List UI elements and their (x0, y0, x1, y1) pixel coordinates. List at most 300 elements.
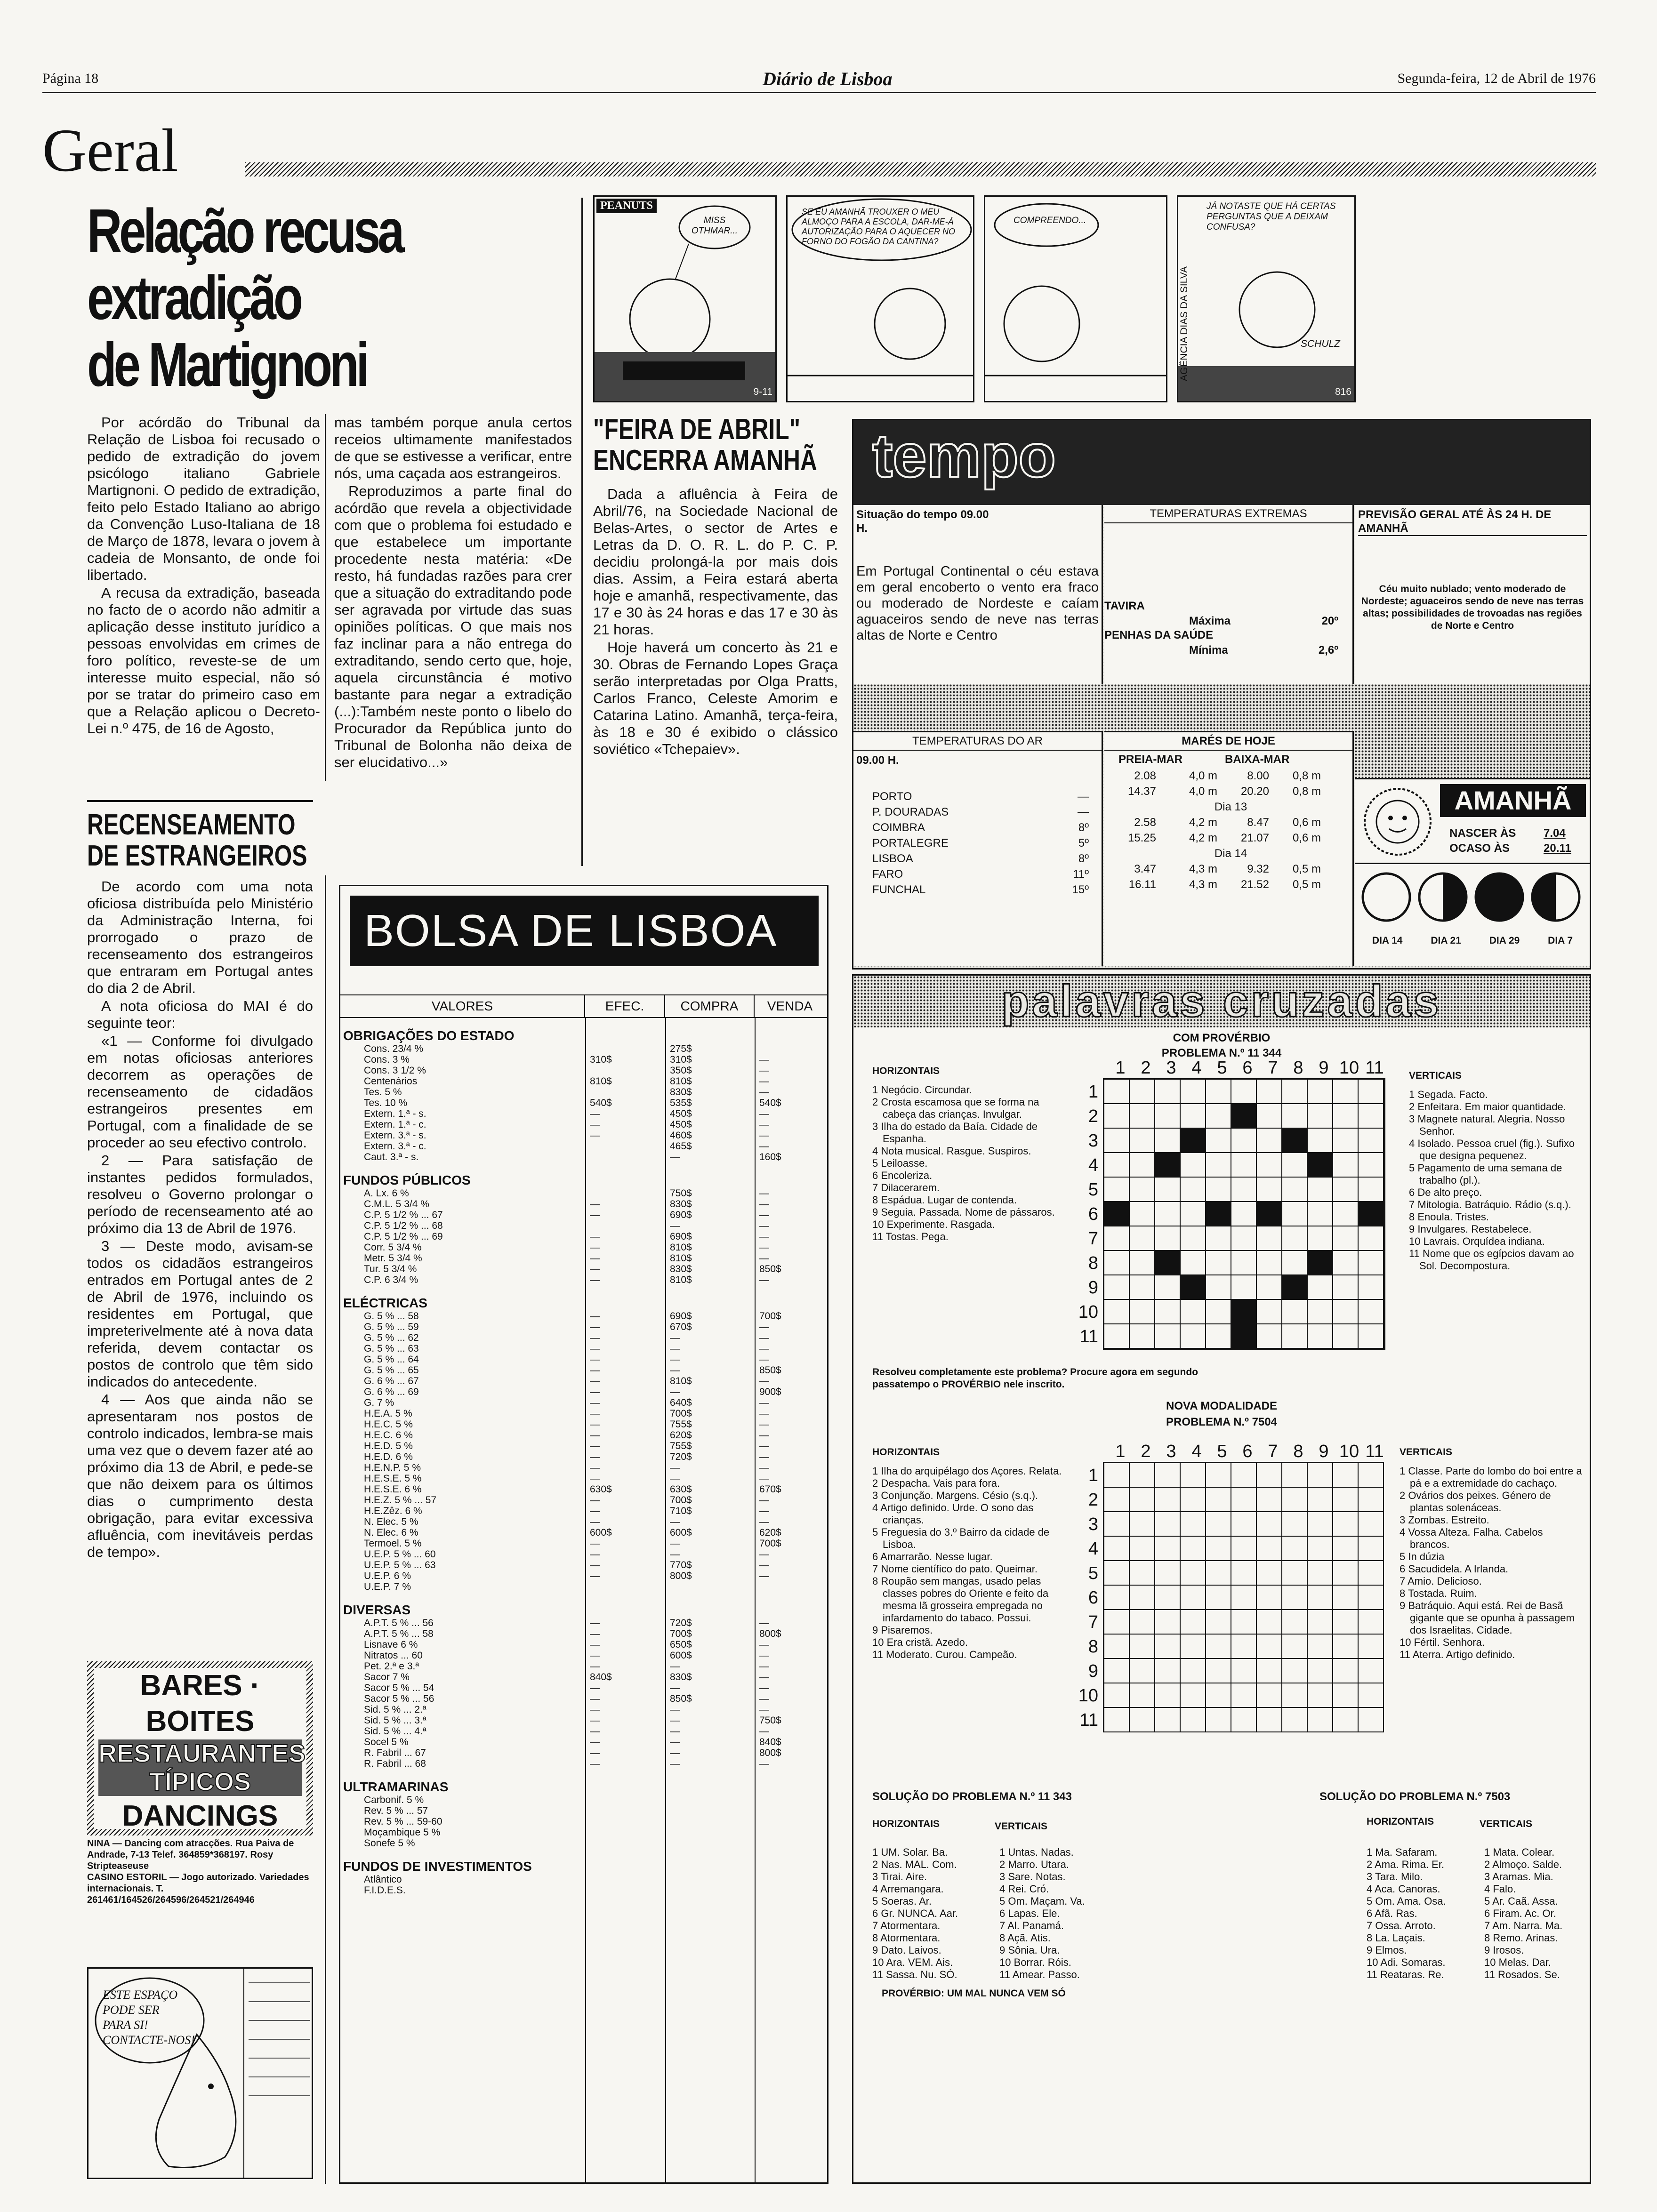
minima-value: 2,6º (1318, 644, 1338, 657)
white-cell[interactable] (1104, 1610, 1130, 1635)
bolsa-table (340, 1018, 827, 1896)
bolsa-cell (585, 1885, 665, 1896)
bolsa-cell (755, 1885, 825, 1896)
white-cell[interactable] (1333, 1683, 1359, 1708)
white-cell[interactable] (1231, 1080, 1257, 1104)
bolsa-cell: — (759, 1506, 769, 1516)
white-cell[interactable] (1181, 1104, 1206, 1129)
bolsa-cell: 670$ (670, 1322, 692, 1332)
clue: 5 Om. Maçam. Va. (999, 1895, 1085, 1907)
white-cell[interactable] (1282, 1104, 1308, 1129)
cruzadas-title: palavras cruzadas (1001, 976, 1442, 1026)
bolsa-cell: 800$ (670, 1571, 692, 1581)
white-cell[interactable] (1359, 1324, 1384, 1349)
white-cell[interactable] (1333, 1226, 1359, 1251)
white-cell[interactable] (1333, 1251, 1359, 1275)
white-cell[interactable] (1155, 1080, 1181, 1104)
white-cell[interactable] (1359, 1251, 1384, 1275)
bolsa-cell: A. Lx. 6 % (364, 1188, 409, 1199)
bolsa-row (340, 1795, 827, 1805)
white-cell[interactable] (1359, 1586, 1384, 1610)
bolsa-cell: — (759, 1451, 769, 1462)
white-cell[interactable] (1130, 1586, 1155, 1610)
white-cell[interactable] (1231, 1275, 1257, 1300)
white-cell[interactable] (1359, 1708, 1384, 1732)
white-cell[interactable] (1257, 1708, 1282, 1732)
white-cell[interactable] (1206, 1153, 1231, 1178)
white-cell[interactable] (1231, 1561, 1257, 1586)
bolsa-cell: G. 5 % ... 62 (364, 1332, 419, 1343)
white-cell[interactable] (1308, 1300, 1333, 1324)
white-cell[interactable] (1282, 1202, 1308, 1226)
white-cell[interactable] (1155, 1610, 1181, 1635)
white-cell[interactable] (1130, 1129, 1155, 1153)
white-cell[interactable] (1206, 1610, 1231, 1635)
white-cell[interactable] (1231, 1202, 1257, 1226)
bolsa-cell: — (590, 1210, 600, 1220)
white-cell[interactable] (1333, 1178, 1359, 1202)
white-cell[interactable] (1333, 1537, 1359, 1561)
white-cell[interactable] (1308, 1610, 1333, 1635)
white-cell[interactable] (1359, 1537, 1384, 1561)
white-cell[interactable] (1308, 1708, 1333, 1732)
white-cell[interactable] (1333, 1586, 1359, 1610)
bolsa-cell: — (759, 1119, 769, 1130)
white-cell[interactable] (1257, 1659, 1282, 1683)
white-cell[interactable] (1231, 1537, 1257, 1561)
white-cell[interactable] (1181, 1683, 1206, 1708)
city-temp: 8º (1078, 852, 1089, 865)
white-cell[interactable] (1181, 1537, 1206, 1561)
white-cell[interactable] (1333, 1202, 1359, 1226)
black-cell (1155, 1153, 1181, 1178)
bolsa-cell: — (590, 1108, 600, 1119)
white-cell[interactable] (1155, 1586, 1181, 1610)
white-cell[interactable] (1231, 1226, 1257, 1251)
white-cell[interactable] (1181, 1586, 1206, 1610)
white-cell[interactable] (1104, 1586, 1130, 1610)
baixa-label: BAIXA-MAR (1225, 753, 1290, 766)
bolsa-cell: — (590, 1231, 600, 1242)
white-cell[interactable] (1282, 1561, 1308, 1586)
white-cell[interactable] (1181, 1635, 1206, 1659)
white-cell[interactable] (1308, 1324, 1333, 1349)
white-cell[interactable] (1257, 1178, 1282, 1202)
white-cell[interactable] (1282, 1683, 1308, 1708)
white-cell[interactable] (1104, 1153, 1130, 1178)
white-cell[interactable] (1130, 1463, 1155, 1488)
white-cell[interactable] (1104, 1080, 1130, 1104)
mares-cell: 4,0 m (1189, 769, 1217, 782)
white-cell[interactable] (1231, 1610, 1257, 1635)
white-cell[interactable] (1308, 1129, 1333, 1153)
white-cell[interactable] (1155, 1202, 1181, 1226)
white-cell[interactable] (1155, 1537, 1181, 1561)
ar-city-row (872, 851, 1089, 866)
white-cell[interactable] (1282, 1708, 1308, 1732)
white-cell[interactable] (1359, 1683, 1384, 1708)
white-cell[interactable] (1359, 1463, 1384, 1488)
white-cell[interactable] (1282, 1488, 1308, 1512)
white-cell[interactable] (1231, 1129, 1257, 1153)
white-cell[interactable] (1231, 1463, 1257, 1488)
white-cell[interactable] (1206, 1080, 1231, 1104)
white-cell[interactable] (1155, 1561, 1181, 1586)
white-cell[interactable] (1181, 1708, 1206, 1732)
white-cell[interactable] (1359, 1226, 1384, 1251)
white-cell[interactable] (1257, 1635, 1282, 1659)
white-cell[interactable] (1308, 1080, 1333, 1104)
white-cell[interactable] (1333, 1610, 1359, 1635)
white-cell[interactable] (1333, 1708, 1359, 1732)
white-cell[interactable] (1104, 1512, 1130, 1537)
white-cell[interactable] (1333, 1324, 1359, 1349)
white-cell[interactable] (1130, 1104, 1155, 1129)
white-cell[interactable] (1181, 1178, 1206, 1202)
white-cell[interactable] (1206, 1683, 1231, 1708)
ad-line: PARA SI! (103, 2018, 148, 2032)
white-cell[interactable] (1181, 1561, 1206, 1586)
problema-2-title: PROBLEMA N.º 7504 (1166, 1416, 1277, 1428)
white-cell[interactable] (1206, 1226, 1231, 1251)
white-cell[interactable] (1333, 1512, 1359, 1537)
white-cell[interactable] (1359, 1659, 1384, 1683)
white-cell[interactable] (1104, 1226, 1130, 1251)
white-cell[interactable] (1206, 1537, 1231, 1561)
bolsa-row (340, 1506, 827, 1516)
white-cell[interactable] (1130, 1300, 1155, 1324)
white-cell[interactable] (1308, 1683, 1333, 1708)
white-cell[interactable] (1130, 1275, 1155, 1300)
white-cell[interactable] (1257, 1683, 1282, 1708)
mares-cell: 16.11 (1128, 878, 1156, 891)
white-cell[interactable] (1308, 1488, 1333, 1512)
white-cell[interactable] (1257, 1275, 1282, 1300)
white-cell[interactable] (1257, 1300, 1282, 1324)
white-cell[interactable] (1181, 1512, 1206, 1537)
bolsa-cell: 670$ (759, 1484, 781, 1495)
white-cell[interactable] (1155, 1635, 1181, 1659)
grid-row-number: 6 (1088, 1204, 1098, 1224)
white-cell[interactable] (1181, 1080, 1206, 1104)
white-cell[interactable] (1155, 1178, 1181, 1202)
recenseamento-paragraph: 3 — Deste modo, avisam-se todos os cidadãos estrangeiros entrados em Portugal antes de 2 de Abril de 1976, incluindo os residentes em Portugal, que impreterivelmente até à nova data referida, devem contactar os postos de controlo que têm sido indicados do antecedente. (87, 1238, 313, 1390)
white-cell[interactable] (1282, 1586, 1308, 1610)
white-cell[interactable] (1308, 1202, 1333, 1226)
bolsa-cell: H.E.S.E. 6 % (364, 1484, 422, 1495)
white-cell[interactable] (1282, 1537, 1308, 1561)
white-cell[interactable] (1206, 1324, 1231, 1349)
white-cell[interactable] (1231, 1251, 1257, 1275)
white-cell[interactable] (1181, 1153, 1206, 1178)
white-cell[interactable] (1206, 1178, 1231, 1202)
white-cell[interactable] (1206, 1275, 1231, 1300)
white-cell[interactable] (1282, 1226, 1308, 1251)
white-cell[interactable] (1308, 1104, 1333, 1129)
white-cell[interactable] (1359, 1129, 1384, 1153)
bolsa-cell: 540$ (759, 1098, 781, 1108)
white-cell[interactable] (1359, 1178, 1384, 1202)
recenseamento-paragraph: A nota oficiosa do MAI é do seguinte teor: (87, 998, 313, 1031)
white-cell[interactable] (1231, 1659, 1257, 1683)
grid-col-number: 8 (1293, 1442, 1303, 1461)
mares-cell: 4,3 m (1189, 878, 1217, 891)
white-cell[interactable] (1155, 1708, 1181, 1732)
bolsa-cell: 540$ (590, 1098, 612, 1108)
bolsa-row (340, 1571, 827, 1581)
white-cell[interactable] (1130, 1561, 1155, 1586)
white-cell[interactable] (1359, 1512, 1384, 1537)
white-cell[interactable] (1130, 1488, 1155, 1512)
white-cell[interactable] (1359, 1635, 1384, 1659)
bolsa-cell: — (590, 1242, 600, 1253)
white-cell[interactable] (1308, 1537, 1333, 1561)
white-cell[interactable] (1104, 1561, 1130, 1586)
white-cell[interactable] (1181, 1226, 1206, 1251)
white-cell[interactable] (1257, 1153, 1282, 1178)
bolsa-cell: Extern. 3.ª - c. (364, 1141, 426, 1152)
white-cell[interactable] (1104, 1488, 1130, 1512)
white-cell[interactable] (1333, 1275, 1359, 1300)
bolsa-section-title: ULTRAMARINAS (343, 1779, 449, 1794)
white-cell[interactable] (1181, 1202, 1206, 1226)
white-cell[interactable] (1231, 1178, 1257, 1202)
bolsa-row (340, 1560, 827, 1571)
white-cell[interactable] (1104, 1104, 1130, 1129)
white-cell[interactable] (1104, 1708, 1130, 1732)
white-cell[interactable] (1333, 1463, 1359, 1488)
white-cell[interactable] (1282, 1080, 1308, 1104)
white-cell[interactable] (1257, 1537, 1282, 1561)
bolsa-cell: 600$ (670, 1527, 692, 1538)
white-cell[interactable] (1155, 1129, 1181, 1153)
white-cell[interactable] (1231, 1708, 1257, 1732)
white-cell[interactable] (1257, 1129, 1282, 1153)
white-cell[interactable] (1282, 1512, 1308, 1537)
white-cell[interactable] (1359, 1300, 1384, 1324)
white-cell[interactable] (1181, 1610, 1206, 1635)
crossword-grid-2[interactable] (1103, 1462, 1384, 1732)
white-cell[interactable] (1130, 1178, 1155, 1202)
bolsa-cell: 810$ (670, 1376, 692, 1387)
white-cell[interactable] (1130, 1635, 1155, 1659)
peanuts-balloon-3: COMPREENDO... (1014, 216, 1086, 225)
white-cell[interactable] (1104, 1129, 1130, 1153)
white-cell[interactable] (1359, 1561, 1384, 1586)
white-cell[interactable] (1359, 1080, 1384, 1104)
bolsa-row (340, 1639, 827, 1650)
clue: 3 Conjunção. Margens. Césio (s.q.). (872, 1490, 1038, 1501)
bolsa-cell: — (590, 1650, 600, 1661)
white-cell[interactable] (1206, 1463, 1231, 1488)
white-cell[interactable] (1231, 1153, 1257, 1178)
white-cell[interactable] (1130, 1153, 1155, 1178)
bolsa-cell: — (759, 1354, 769, 1365)
white-cell[interactable] (1257, 1463, 1282, 1488)
white-cell[interactable] (1206, 1635, 1231, 1659)
bolsa-row (340, 1737, 827, 1747)
bolsa-cell (755, 1827, 825, 1838)
moon-dates (1358, 935, 1587, 947)
white-cell[interactable] (1308, 1659, 1333, 1683)
white-cell[interactable] (1130, 1610, 1155, 1635)
grid-col-number: 10 (1339, 1058, 1359, 1078)
white-cell[interactable] (1333, 1659, 1359, 1683)
white-cell[interactable] (1333, 1635, 1359, 1659)
white-cell[interactable] (1257, 1324, 1282, 1349)
white-cell[interactable] (1155, 1488, 1181, 1512)
white-cell[interactable] (1104, 1324, 1130, 1349)
white-cell[interactable] (1257, 1512, 1282, 1537)
col-compra: COMPRA (665, 995, 755, 1017)
white-cell[interactable] (1282, 1610, 1308, 1635)
clue: 6 Afã. Ras. (1367, 1907, 1417, 1919)
white-cell[interactable] (1308, 1463, 1333, 1488)
white-cell[interactable] (1104, 1659, 1130, 1683)
white-cell[interactable] (1257, 1104, 1282, 1129)
white-cell[interactable] (1308, 1586, 1333, 1610)
white-cell[interactable] (1206, 1104, 1231, 1129)
white-cell[interactable] (1130, 1251, 1155, 1275)
white-cell[interactable] (1257, 1561, 1282, 1586)
white-cell[interactable] (1333, 1488, 1359, 1512)
white-cell[interactable] (1206, 1512, 1231, 1537)
white-cell[interactable] (1130, 1537, 1155, 1561)
white-cell[interactable] (1282, 1178, 1308, 1202)
white-cell[interactable] (1308, 1226, 1333, 1251)
crossword-grid-1[interactable] (1103, 1078, 1385, 1350)
white-cell[interactable] (1308, 1635, 1333, 1659)
white-cell[interactable] (1155, 1659, 1181, 1683)
white-cell[interactable] (1104, 1635, 1130, 1659)
white-cell[interactable] (1181, 1251, 1206, 1275)
white-cell[interactable] (1206, 1129, 1231, 1153)
white-cell[interactable] (1282, 1635, 1308, 1659)
white-cell[interactable] (1181, 1324, 1206, 1349)
recenseamento-paragraph: 2 — Para satisfação de instantes pedidos formulados, resolveu o Governo prolongar o período de recenseamento até ao próximo dia 13 de Abril de 1976. (87, 1152, 313, 1236)
white-cell[interactable] (1130, 1659, 1155, 1683)
white-cell[interactable] (1206, 1708, 1231, 1732)
white-cell[interactable] (1282, 1300, 1308, 1324)
bolsa-cell: — (759, 1210, 769, 1220)
white-cell[interactable] (1231, 1683, 1257, 1708)
mares-cell: 0,5 m (1292, 878, 1321, 891)
white-cell[interactable] (1130, 1202, 1155, 1226)
bolsa-cell (665, 1581, 755, 1592)
white-cell[interactable] (1257, 1080, 1282, 1104)
white-cell[interactable] (1333, 1300, 1359, 1324)
white-cell[interactable] (1130, 1080, 1155, 1104)
white-cell[interactable] (1231, 1512, 1257, 1537)
white-cell[interactable] (1130, 1708, 1155, 1732)
white-cell[interactable] (1308, 1178, 1333, 1202)
white-cell[interactable] (1181, 1463, 1206, 1488)
bolsa-cell: 620$ (759, 1527, 781, 1538)
white-cell[interactable] (1257, 1488, 1282, 1512)
white-cell[interactable] (1155, 1683, 1181, 1708)
bolsa-cell: 600$ (670, 1650, 692, 1661)
white-cell[interactable] (1155, 1275, 1181, 1300)
white-cell[interactable] (1359, 1275, 1384, 1300)
white-cell[interactable] (1308, 1561, 1333, 1586)
mares-cell: 0,6 m (1292, 832, 1321, 844)
white-cell[interactable] (1333, 1129, 1359, 1153)
white-cell[interactable] (1155, 1463, 1181, 1488)
white-cell[interactable] (1359, 1153, 1384, 1178)
white-cell[interactable] (1282, 1153, 1308, 1178)
grid-2-row-numbers (1075, 1463, 1098, 1732)
white-cell[interactable] (1257, 1226, 1282, 1251)
white-cell[interactable] (1206, 1488, 1231, 1512)
white-cell[interactable] (1308, 1275, 1333, 1300)
white-cell[interactable] (1155, 1512, 1181, 1537)
black-cell (1231, 1324, 1257, 1349)
white-cell[interactable] (1206, 1586, 1231, 1610)
white-cell[interactable] (1333, 1153, 1359, 1178)
clue: 7 Amio. Delicioso. (1400, 1575, 1482, 1587)
white-cell[interactable] (1181, 1488, 1206, 1512)
white-cell[interactable] (1231, 1635, 1257, 1659)
white-cell[interactable] (1282, 1659, 1308, 1683)
white-cell[interactable] (1359, 1104, 1384, 1129)
white-cell[interactable] (1206, 1251, 1231, 1275)
white-cell[interactable] (1333, 1104, 1359, 1129)
white-cell[interactable] (1130, 1683, 1155, 1708)
bolsa-cell: — (759, 1231, 769, 1242)
white-cell[interactable] (1104, 1178, 1130, 1202)
white-cell[interactable] (1104, 1463, 1130, 1488)
white-cell[interactable] (1155, 1324, 1181, 1349)
white-cell[interactable] (1308, 1512, 1333, 1537)
ad-line: CONTACTE-NOS! (103, 2033, 195, 2047)
white-cell[interactable] (1130, 1226, 1155, 1251)
mares-cell: 2.08 (1134, 769, 1156, 782)
white-cell[interactable] (1359, 1610, 1384, 1635)
white-cell[interactable] (1206, 1659, 1231, 1683)
white-cell[interactable] (1206, 1300, 1231, 1324)
bolsa-cell: — (759, 1571, 769, 1581)
white-cell[interactable] (1282, 1251, 1308, 1275)
white-cell[interactable] (1155, 1300, 1181, 1324)
white-cell[interactable] (1104, 1537, 1130, 1561)
white-cell[interactable] (1104, 1275, 1130, 1300)
white-cell[interactable] (1257, 1610, 1282, 1635)
white-cell[interactable] (1206, 1561, 1231, 1586)
white-cell[interactable] (1104, 1683, 1130, 1708)
white-cell[interactable] (1130, 1512, 1155, 1537)
white-cell[interactable] (1104, 1300, 1130, 1324)
white-cell[interactable] (1155, 1226, 1181, 1251)
ar-city-row (872, 789, 1089, 804)
tempo-banner (853, 420, 1590, 505)
white-cell[interactable] (1282, 1463, 1308, 1488)
white-cell[interactable] (1130, 1324, 1155, 1349)
white-cell[interactable] (1231, 1488, 1257, 1512)
white-cell[interactable] (1333, 1561, 1359, 1586)
white-cell[interactable] (1231, 1586, 1257, 1610)
white-cell[interactable] (1181, 1300, 1206, 1324)
white-cell[interactable] (1257, 1586, 1282, 1610)
white-cell[interactable] (1257, 1251, 1282, 1275)
white-cell[interactable] (1181, 1659, 1206, 1683)
white-cell[interactable] (1282, 1324, 1308, 1349)
bolsa-cell: — (590, 1322, 600, 1332)
white-cell[interactable] (1333, 1080, 1359, 1104)
bolsa-cell: — (759, 1242, 769, 1253)
white-cell[interactable] (1359, 1488, 1384, 1512)
white-cell[interactable] (1155, 1104, 1181, 1129)
white-cell[interactable] (1104, 1251, 1130, 1275)
